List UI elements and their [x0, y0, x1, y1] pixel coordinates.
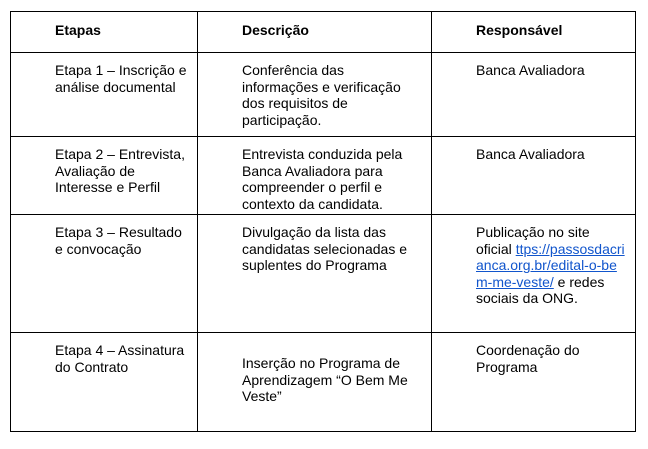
header-responsible-label: Responsável: [476, 22, 563, 38]
description-text: Conferência das informações e verificação dos requisitos de participação.: [242, 62, 401, 128]
stages-table: [10, 11, 636, 432]
stage-cell: [11, 53, 198, 137]
description-cell: [198, 215, 432, 333]
responsible-text: [432, 215, 635, 307]
responsible-cell: [432, 53, 636, 137]
stage-text: Etapa 3 – Resultado e convocação: [55, 224, 182, 257]
responsible-cell: [432, 215, 636, 333]
table-header-row: [11, 12, 636, 53]
stage-text: Etapa 2 – Entrevista, Avaliação de Interesse e Perfil: [55, 146, 185, 195]
stage-cell: [11, 215, 198, 333]
edital-link[interactable]: ttps://passosdacrianca.org.br/edital-o-bem-me-veste/: [476, 240, 625, 290]
table-row: [11, 333, 636, 432]
responsible-text: Coordenação do Programa: [476, 342, 580, 375]
description-cell: [198, 333, 432, 432]
table-row: [11, 215, 636, 333]
stage-text: Etapa 4 – Assinatura do Contrato: [55, 342, 185, 375]
description-text: Divulgação da lista das candidatas selecionadas e suplentes do Programa: [242, 224, 408, 273]
responsible-text: Banca Avaliadora: [476, 62, 585, 78]
header-description-label: Descrição: [242, 22, 309, 38]
responsible-prefix: Publicação no site oficial: [476, 224, 590, 257]
table-row: [11, 137, 636, 215]
header-stages-label: Etapas: [55, 22, 101, 38]
description-text: Inserção no Programa de Aprendizagem “O Bem Me Veste”: [242, 355, 408, 404]
table-row: [11, 53, 636, 137]
description-text: Entrevista conduzida pela Banca Avaliadora para compreender o perfil e contexto da candidata.: [242, 146, 403, 212]
description-cell: [198, 53, 432, 137]
responsible-cell: [432, 333, 636, 432]
responsible-suffix: e redes sociais da ONG.: [476, 273, 605, 306]
responsible-text: Banca Avaliadora: [476, 146, 585, 162]
stage-cell: [11, 137, 198, 215]
responsible-cell: [432, 137, 636, 215]
header-responsible: [432, 12, 636, 53]
stage-cell: [11, 333, 198, 432]
stage-text: Etapa 1 – Inscrição e análise documental: [55, 62, 187, 95]
header-stages: [11, 12, 198, 53]
header-description: [198, 12, 432, 53]
description-cell: [198, 137, 432, 215]
